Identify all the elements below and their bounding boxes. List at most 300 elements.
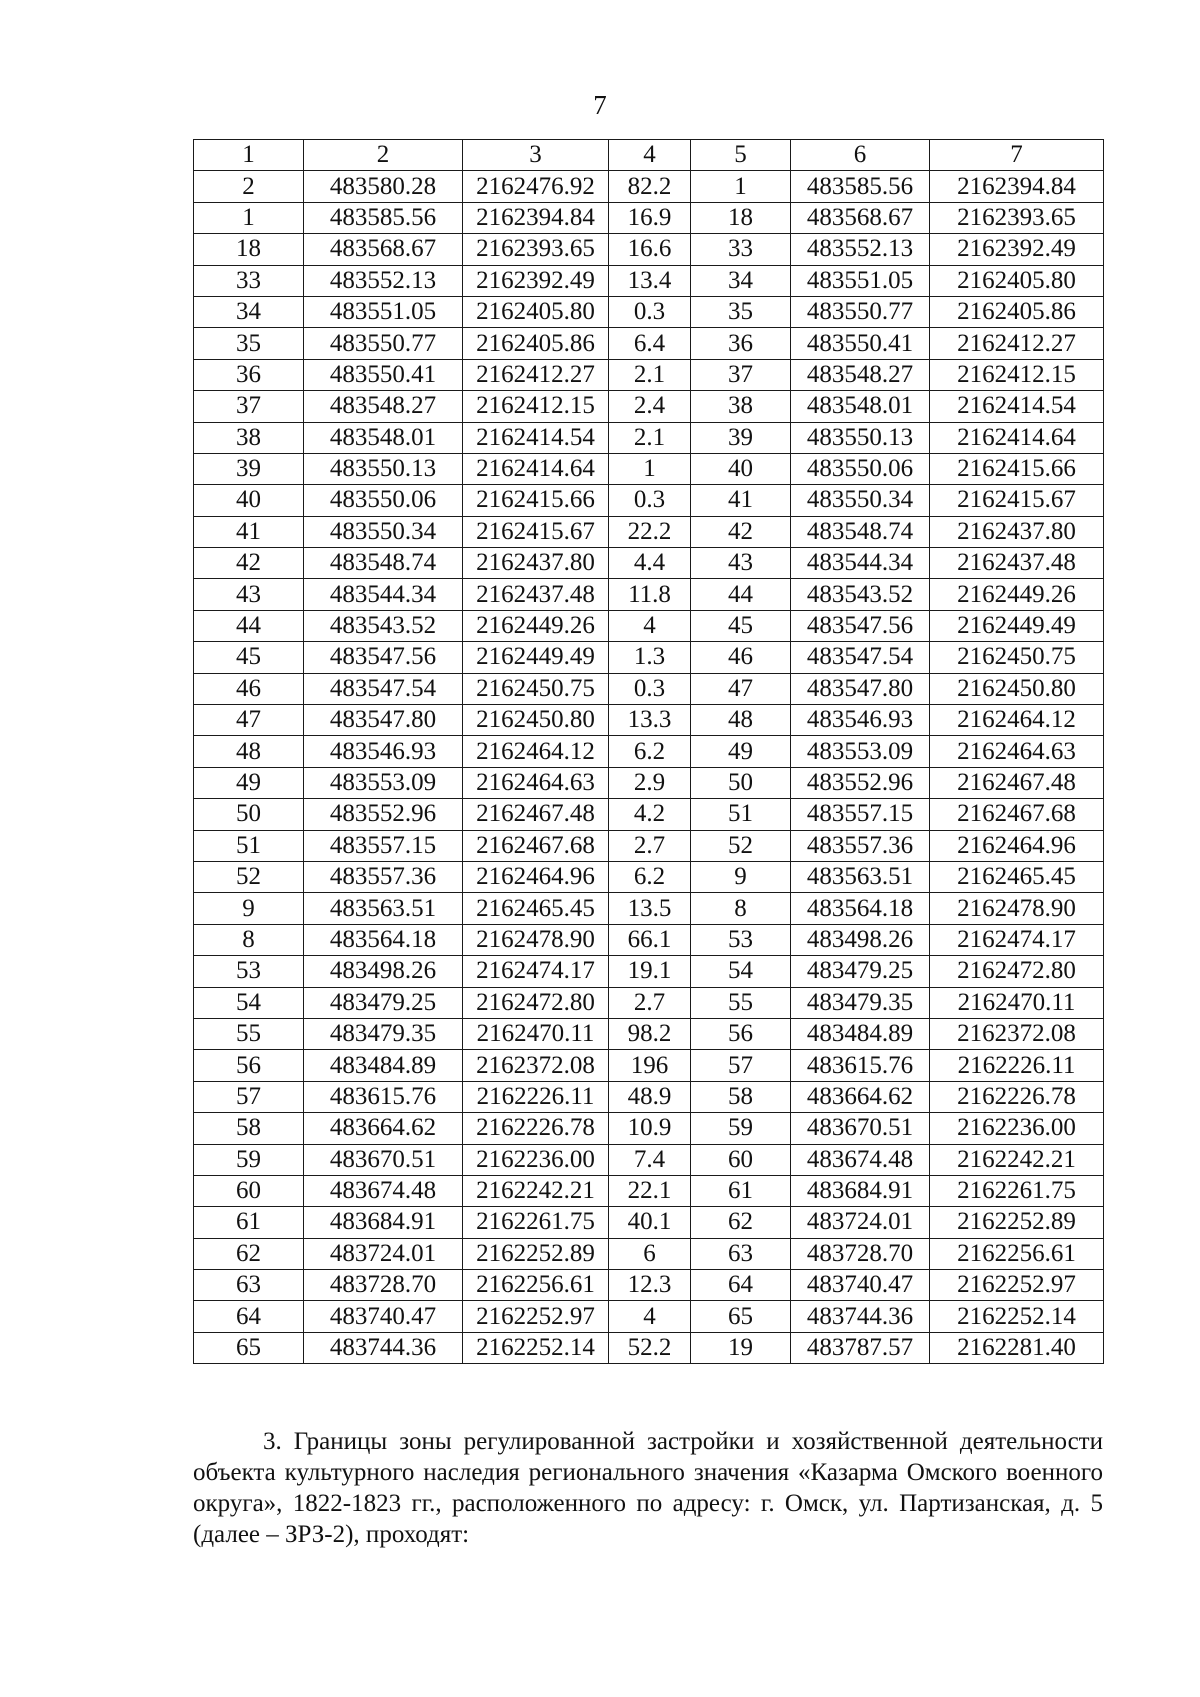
table-cell: 483564.18 <box>304 924 463 955</box>
table-cell: 6 <box>609 1238 691 1269</box>
table-row <box>194 1050 1104 1081</box>
table-row <box>194 359 1104 390</box>
table-cell: 483553.09 <box>791 736 930 767</box>
table-cell: 483684.91 <box>791 1175 930 1206</box>
table-cell: 33 <box>194 265 304 296</box>
table-cell: 483479.25 <box>304 987 463 1018</box>
table-cell: 8 <box>691 893 791 924</box>
table-cell: 2162437.80 <box>463 548 609 579</box>
table-cell: 483546.93 <box>304 736 463 767</box>
table-cell: 483585.56 <box>791 171 930 202</box>
table-cell: 18 <box>194 234 304 265</box>
table-cell: 4 <box>609 1301 691 1332</box>
table-cell: 483548.74 <box>791 516 930 547</box>
table-row <box>194 171 1104 202</box>
table-cell: 6.2 <box>609 861 691 892</box>
table-cell: 54 <box>194 987 304 1018</box>
table-cell: 2162476.92 <box>463 171 609 202</box>
table-row <box>194 422 1104 453</box>
table-cell: 483479.35 <box>791 987 930 1018</box>
table-cell: 2 <box>194 171 304 202</box>
table-cell: 4 <box>609 610 691 641</box>
table-cell: 483552.13 <box>304 265 463 296</box>
table-cell: 483543.52 <box>304 610 463 641</box>
table-cell: 483547.80 <box>791 673 930 704</box>
table-cell: 38 <box>691 391 791 422</box>
table-cell: 196 <box>609 1050 691 1081</box>
table-cell: 2162414.54 <box>930 391 1104 422</box>
table-cell: 12.3 <box>609 1270 691 1301</box>
table-cell: 64 <box>691 1270 791 1301</box>
table-cell: 483548.27 <box>304 391 463 422</box>
table-cell: 483563.51 <box>304 893 463 924</box>
table-cell: 42 <box>194 548 304 579</box>
table-cell: 4.4 <box>609 548 691 579</box>
table-cell: 1 <box>194 202 304 233</box>
table-cell: 34 <box>194 296 304 327</box>
table-row <box>194 956 1104 987</box>
table-cell: 483664.62 <box>791 1081 930 1112</box>
table-cell: 483550.06 <box>304 485 463 516</box>
table-cell: 43 <box>691 548 791 579</box>
table-cell: 483724.01 <box>791 1207 930 1238</box>
table-cell: 2162226.11 <box>463 1081 609 1112</box>
table-cell: 1.3 <box>609 642 691 673</box>
table-row <box>194 391 1104 422</box>
table-cell: 483547.80 <box>304 705 463 736</box>
table-row <box>194 296 1104 327</box>
table-cell: 483557.15 <box>791 799 930 830</box>
table-cell: 2162449.26 <box>930 579 1104 610</box>
table-cell: 41 <box>194 516 304 547</box>
table-cell: 483553.09 <box>304 767 463 798</box>
table-cell: 2162464.96 <box>930 830 1104 861</box>
table-row <box>194 924 1104 955</box>
table-cell: 48.9 <box>609 1081 691 1112</box>
table-cell: 8 <box>194 924 304 955</box>
table-row <box>194 705 1104 736</box>
table-cell: 2162414.64 <box>930 422 1104 453</box>
table-cell: 2162449.49 <box>930 610 1104 641</box>
table-cell: 483543.52 <box>791 579 930 610</box>
coordinates-table <box>193 139 1104 1364</box>
table-cell: 2162464.12 <box>463 736 609 767</box>
table-row <box>194 736 1104 767</box>
table-cell: 0.3 <box>609 296 691 327</box>
table-cell: 52 <box>194 861 304 892</box>
table-cell: 2162412.27 <box>930 328 1104 359</box>
table-cell: 13.5 <box>609 893 691 924</box>
table-cell: 483563.51 <box>791 861 930 892</box>
table-cell: 483674.48 <box>791 1144 930 1175</box>
table-cell: 98.2 <box>609 1018 691 1049</box>
table-cell: 483550.41 <box>304 359 463 390</box>
table-cell: 2162478.90 <box>463 924 609 955</box>
table-cell: 2162467.68 <box>463 830 609 861</box>
table-row <box>194 202 1104 233</box>
table-cell: 483557.36 <box>304 861 463 892</box>
table-row <box>194 610 1104 641</box>
table-cell: 36 <box>194 359 304 390</box>
table-row <box>194 799 1104 830</box>
table-cell: 483550.41 <box>791 328 930 359</box>
table-cell: 42 <box>691 516 791 547</box>
table-cell: 2162226.78 <box>463 1113 609 1144</box>
table-cell: 63 <box>691 1238 791 1269</box>
table-cell: 9 <box>194 893 304 924</box>
table-cell: 22.2 <box>609 516 691 547</box>
table-cell: 2162467.68 <box>930 799 1104 830</box>
table-cell: 2162449.26 <box>463 610 609 641</box>
table-cell: 1 <box>691 171 791 202</box>
header-cell: 1 <box>194 140 304 171</box>
table-row <box>194 987 1104 1018</box>
table-cell: 483552.96 <box>791 767 930 798</box>
table-cell: 35 <box>194 328 304 359</box>
table-cell: 62 <box>194 1238 304 1269</box>
table-cell: 0.3 <box>609 673 691 704</box>
table-cell: 48 <box>691 705 791 736</box>
table-cell: 2162464.12 <box>930 705 1104 736</box>
table-cell: 2162372.08 <box>463 1050 609 1081</box>
table-cell: 1 <box>609 453 691 484</box>
table-cell: 483550.13 <box>791 422 930 453</box>
table-cell: 2162415.66 <box>930 453 1104 484</box>
table-cell: 7.4 <box>609 1144 691 1175</box>
table-cell: 483585.56 <box>304 202 463 233</box>
table-cell: 45 <box>194 642 304 673</box>
table-cell: 483479.35 <box>304 1018 463 1049</box>
table-cell: 50 <box>691 767 791 798</box>
table-cell: 6.2 <box>609 736 691 767</box>
table-cell: 2162405.80 <box>463 296 609 327</box>
table-cell: 483551.05 <box>791 265 930 296</box>
table-cell: 2162415.67 <box>463 516 609 547</box>
table-cell: 59 <box>691 1113 791 1144</box>
table-cell: 2162412.27 <box>463 359 609 390</box>
table-cell: 2162415.67 <box>930 485 1104 516</box>
table-cell: 61 <box>691 1175 791 1206</box>
table-cell: 61 <box>194 1207 304 1238</box>
table-cell: 2.9 <box>609 767 691 798</box>
table-cell: 2162415.66 <box>463 485 609 516</box>
table-cell: 58 <box>691 1081 791 1112</box>
table-body <box>194 140 1104 1364</box>
table-cell: 2162261.75 <box>930 1175 1104 1206</box>
table-cell: 18 <box>691 202 791 233</box>
table-row <box>194 1207 1104 1238</box>
table-cell: 483548.01 <box>791 391 930 422</box>
table-cell: 483547.54 <box>791 642 930 673</box>
table-cell: 19.1 <box>609 956 691 987</box>
table-cell: 2162465.45 <box>463 893 609 924</box>
table-cell: 483551.05 <box>304 296 463 327</box>
table-cell: 483548.27 <box>791 359 930 390</box>
table-row <box>194 1113 1104 1144</box>
table-row <box>194 265 1104 296</box>
table-cell: 483664.62 <box>304 1113 463 1144</box>
table-cell: 47 <box>194 705 304 736</box>
table-cell: 36 <box>691 328 791 359</box>
table-cell: 483550.77 <box>791 296 930 327</box>
table-cell: 2162414.54 <box>463 422 609 453</box>
table-cell: 2162464.96 <box>463 861 609 892</box>
table-cell: 2162450.75 <box>463 673 609 704</box>
table-cell: 65 <box>194 1332 304 1363</box>
table-cell: 2162450.80 <box>930 673 1104 704</box>
header-cell: 5 <box>691 140 791 171</box>
table-cell: 47 <box>691 673 791 704</box>
table-cell: 483674.48 <box>304 1175 463 1206</box>
table-row <box>194 1332 1104 1363</box>
table-row <box>194 548 1104 579</box>
table-cell: 483550.34 <box>791 485 930 516</box>
table-cell: 62 <box>691 1207 791 1238</box>
table-header-row <box>194 140 1104 171</box>
table-cell: 46 <box>691 642 791 673</box>
table-cell: 13.3 <box>609 705 691 736</box>
table-cell: 2162437.80 <box>930 516 1104 547</box>
table-row <box>194 893 1104 924</box>
table-cell: 2162236.00 <box>930 1113 1104 1144</box>
table-cell: 2162226.78 <box>930 1081 1104 1112</box>
table-cell: 483728.70 <box>791 1238 930 1269</box>
table-cell: 52.2 <box>609 1332 691 1363</box>
table-cell: 2.4 <box>609 391 691 422</box>
table-cell: 56 <box>691 1018 791 1049</box>
table-cell: 40 <box>194 485 304 516</box>
table-cell: 41 <box>691 485 791 516</box>
table-cell: 483740.47 <box>791 1270 930 1301</box>
table-cell: 483484.89 <box>791 1018 930 1049</box>
table-cell: 46 <box>194 673 304 704</box>
table-cell: 483684.91 <box>304 1207 463 1238</box>
table-cell: 483744.36 <box>304 1332 463 1363</box>
table-cell: 40.1 <box>609 1207 691 1238</box>
table-cell: 2162393.65 <box>930 202 1104 233</box>
table-cell: 44 <box>194 610 304 641</box>
table-cell: 2162256.61 <box>930 1238 1104 1269</box>
table-cell: 483615.76 <box>791 1050 930 1081</box>
table-cell: 2162464.63 <box>930 736 1104 767</box>
table-cell: 39 <box>691 422 791 453</box>
table-cell: 33 <box>691 234 791 265</box>
table-row <box>194 1301 1104 1332</box>
table-cell: 2162252.89 <box>930 1207 1104 1238</box>
table-cell: 2162437.48 <box>463 579 609 610</box>
table-row <box>194 673 1104 704</box>
table-cell: 483550.06 <box>791 453 930 484</box>
table-cell: 52 <box>691 830 791 861</box>
table-cell: 60 <box>194 1175 304 1206</box>
table-row <box>194 767 1104 798</box>
table-cell: 483498.26 <box>304 956 463 987</box>
table-cell: 2162242.21 <box>930 1144 1104 1175</box>
table-cell: 49 <box>691 736 791 767</box>
table-cell: 483547.56 <box>791 610 930 641</box>
table-cell: 483728.70 <box>304 1270 463 1301</box>
table-cell: 2162478.90 <box>930 893 1104 924</box>
table-cell: 57 <box>194 1081 304 1112</box>
table-cell: 483670.51 <box>791 1113 930 1144</box>
table-cell: 2162412.15 <box>930 359 1104 390</box>
table-cell: 56 <box>194 1050 304 1081</box>
table-cell: 63 <box>194 1270 304 1301</box>
table-row <box>194 234 1104 265</box>
table-cell: 483547.56 <box>304 642 463 673</box>
table-cell: 2162252.89 <box>463 1238 609 1269</box>
table-cell: 2162474.17 <box>930 924 1104 955</box>
table-cell: 4.2 <box>609 799 691 830</box>
table-cell: 2162242.21 <box>463 1175 609 1206</box>
table-cell: 2162450.80 <box>463 705 609 736</box>
table-cell: 2162392.49 <box>930 234 1104 265</box>
table-cell: 6.4 <box>609 328 691 359</box>
table-cell: 51 <box>194 830 304 861</box>
table-cell: 2162252.97 <box>463 1301 609 1332</box>
table-cell: 483548.01 <box>304 422 463 453</box>
table-row <box>194 1081 1104 1112</box>
table-cell: 60 <box>691 1144 791 1175</box>
table-cell: 49 <box>194 767 304 798</box>
table-cell: 39 <box>194 453 304 484</box>
table-cell: 2162393.65 <box>463 234 609 265</box>
table-cell: 483546.93 <box>791 705 930 736</box>
table-cell: 2162226.11 <box>930 1050 1104 1081</box>
header-cell: 6 <box>791 140 930 171</box>
table-cell: 58 <box>194 1113 304 1144</box>
table-cell: 483550.77 <box>304 328 463 359</box>
table-cell: 2162437.48 <box>930 548 1104 579</box>
table-cell: 55 <box>691 987 791 1018</box>
table-row <box>194 485 1104 516</box>
table-cell: 483498.26 <box>791 924 930 955</box>
table-row <box>194 453 1104 484</box>
table-cell: 2162372.08 <box>930 1018 1104 1049</box>
table-row <box>194 1144 1104 1175</box>
table-cell: 2.7 <box>609 987 691 1018</box>
page-number: 7 <box>593 90 607 120</box>
table-cell: 2162252.14 <box>463 1332 609 1363</box>
table-cell: 53 <box>194 956 304 987</box>
table-cell: 2.7 <box>609 830 691 861</box>
table-cell: 483484.89 <box>304 1050 463 1081</box>
table-cell: 2162281.40 <box>930 1332 1104 1363</box>
table-cell: 37 <box>691 359 791 390</box>
table-cell: 51 <box>691 799 791 830</box>
header-cell: 4 <box>609 140 691 171</box>
table-cell: 2162467.48 <box>463 799 609 830</box>
table-cell: 483787.57 <box>791 1332 930 1363</box>
table-cell: 483615.76 <box>304 1081 463 1112</box>
table-cell: 483479.25 <box>791 956 930 987</box>
table-cell: 483557.36 <box>791 830 930 861</box>
table-cell: 43 <box>194 579 304 610</box>
table-row <box>194 328 1104 359</box>
table-cell: 48 <box>194 736 304 767</box>
table-cell: 483547.54 <box>304 673 463 704</box>
header-cell: 7 <box>930 140 1104 171</box>
table-cell: 2162470.11 <box>463 1018 609 1049</box>
table-row <box>194 861 1104 892</box>
table-cell: 2162470.11 <box>930 987 1104 1018</box>
table-cell: 19 <box>691 1332 791 1363</box>
table-cell: 2162405.86 <box>463 328 609 359</box>
table-cell: 483740.47 <box>304 1301 463 1332</box>
table-cell: 50 <box>194 799 304 830</box>
table-cell: 53 <box>691 924 791 955</box>
table-cell: 483552.96 <box>304 799 463 830</box>
table-row <box>194 579 1104 610</box>
table-cell: 483548.74 <box>304 548 463 579</box>
table-cell: 483670.51 <box>304 1144 463 1175</box>
table-cell: 2162261.75 <box>463 1207 609 1238</box>
table-cell: 483550.13 <box>304 453 463 484</box>
table-cell: 35 <box>691 296 791 327</box>
table-cell: 2162450.75 <box>930 642 1104 673</box>
table-cell: 2162472.80 <box>930 956 1104 987</box>
table-cell: 54 <box>691 956 791 987</box>
table-cell: 2162472.80 <box>463 987 609 1018</box>
table-cell: 57 <box>691 1050 791 1081</box>
table-row <box>194 830 1104 861</box>
table-cell: 2162394.84 <box>463 202 609 233</box>
table-cell: 2162252.97 <box>930 1270 1104 1301</box>
table-cell: 45 <box>691 610 791 641</box>
table-cell: 2162467.48 <box>930 767 1104 798</box>
table-cell: 38 <box>194 422 304 453</box>
table-cell: 13.4 <box>609 265 691 296</box>
table-row <box>194 516 1104 547</box>
section-paragraph: 3. Границы зоны регулированной застройки и хозяйственной деятельности объекта культурного наследия регионального значения «Казарма Омского военного округа», 1822-1823 гг., расположенного по адресу: г. Омск, ул. Партизанская, д. 5 (далее – ЗРЗ-2), проходят: <box>193 1428 1103 1548</box>
table-cell: 2162465.45 <box>930 861 1104 892</box>
table-cell: 10.9 <box>609 1113 691 1144</box>
table-cell: 2162236.00 <box>463 1144 609 1175</box>
table-cell: 59 <box>194 1144 304 1175</box>
table-cell: 44 <box>691 579 791 610</box>
table-cell: 64 <box>194 1301 304 1332</box>
table-cell: 2.1 <box>609 422 691 453</box>
table-row <box>194 642 1104 673</box>
table-cell: 2162464.63 <box>463 767 609 798</box>
table-cell: 483724.01 <box>304 1238 463 1269</box>
table-cell: 55 <box>194 1018 304 1049</box>
table-cell: 2162405.80 <box>930 265 1104 296</box>
table-cell: 2162252.14 <box>930 1301 1104 1332</box>
table-cell: 483544.34 <box>304 579 463 610</box>
table-cell: 2162449.49 <box>463 642 609 673</box>
table-cell: 483568.67 <box>304 234 463 265</box>
table-cell: 16.6 <box>609 234 691 265</box>
table-cell: 483544.34 <box>791 548 930 579</box>
table-cell: 66.1 <box>609 924 691 955</box>
header-cell: 3 <box>463 140 609 171</box>
table-cell: 2162394.84 <box>930 171 1104 202</box>
table-cell: 483564.18 <box>791 893 930 924</box>
table-row <box>194 1175 1104 1206</box>
table-cell: 2162392.49 <box>463 265 609 296</box>
table-cell: 483550.34 <box>304 516 463 547</box>
table-cell: 22.1 <box>609 1175 691 1206</box>
table-cell: 2162414.64 <box>463 453 609 484</box>
table-row <box>194 1018 1104 1049</box>
table-cell: 11.8 <box>609 579 691 610</box>
table-row <box>194 1238 1104 1269</box>
table-cell: 2.1 <box>609 359 691 390</box>
table-cell: 2162405.86 <box>930 296 1104 327</box>
table-cell: 2162256.61 <box>463 1270 609 1301</box>
table-cell: 483580.28 <box>304 171 463 202</box>
